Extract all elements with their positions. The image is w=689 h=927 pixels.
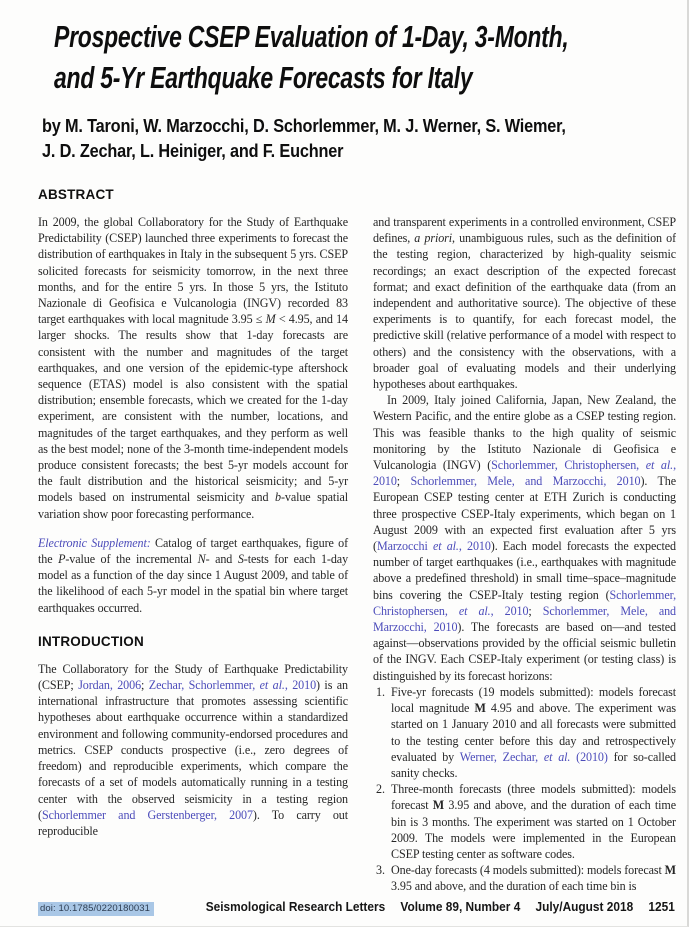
citation-link[interactable]: Schorlemmer, Mele, and Marzocchi, 2010 [373, 603, 676, 635]
text-run: M [474, 701, 486, 716]
text-run: M [265, 312, 276, 327]
text-run: for so-called sanity checks. [391, 749, 676, 780]
citation-link[interactable]: et al. [432, 539, 459, 554]
text-run: S [237, 552, 244, 567]
text-run: 3.95 and above, and the duration of each time bin is 3 months. The experiment was started on 1 October 2009. The models were implemented in the European CSEP testing center as software codes. [391, 798, 676, 861]
citation-link[interactable]: Electronic Supplement: [38, 535, 151, 550]
list-item-text [391, 781, 676, 862]
left-column [38, 187, 348, 899]
citation-link[interactable]: Schorlemmer and Gerstenberger, 2007 [41, 807, 253, 822]
citation-link[interactable]: , 2010 [284, 678, 317, 693]
volume-info: Volume 89, Number 4 [400, 900, 521, 914]
doi-label[interactable]: doi: 10.1785/0220180031 [38, 902, 154, 916]
abstract-paragraph [38, 214, 348, 522]
list-item [373, 781, 676, 862]
list-item [373, 862, 676, 894]
citation-link[interactable]: Marzocchi [376, 539, 433, 554]
list-item-text [391, 862, 676, 894]
text-run: -tests for each 1-day model as a function of the day since 1 August 2009, and table of the likelihood of each 5-yr model in the spatial bin where target earthquakes occurred. [38, 552, 349, 615]
text-run: ; [396, 474, 411, 489]
list-item-number: 3. [376, 863, 385, 878]
forecast-horizons-list [373, 684, 676, 895]
text-run: ). To carry out reproducible [38, 807, 348, 838]
page-number: 1251 [648, 900, 675, 914]
list-item [373, 684, 676, 781]
text-run: Five-yr forecasts (19 models submitted): models forecast local magnitude [391, 684, 676, 716]
text-run: M [432, 798, 445, 813]
text-run: -value spatial variation show poor forecasting performance. [38, 490, 348, 521]
citation-link[interactable]: (2010) [570, 749, 608, 764]
citation-link[interactable]: Schorlemmer, Christophersen, [373, 587, 676, 618]
text-run: and transparent experiments in a controlled environment, CSEP defines, [373, 215, 676, 246]
text-run: In 2009, Italy joined California, Japan, New Zealand, the Western Pacific, and the entire globe as a CSEP testing region. This was feasible thanks to the high quality of seismic monitoring by the Istituto Nazionale di Geofisica e Vulcanologia (INGV) ( [373, 393, 676, 473]
text-run: 4.95 and above. The experiment was started on 1 January 2010 and all forecasts were submitted to the testing center before this day and retrospectively evaluated by [391, 701, 676, 764]
two-column-body [38, 187, 676, 899]
citation-link[interactable]: , 2010 [458, 539, 491, 554]
citation-link[interactable]: Schorlemmer, Mele, and Marzocchi, 2010 [410, 474, 641, 489]
text-run: -value of the incremental [65, 552, 198, 567]
article-header [38, 16, 676, 163]
citation-link[interactable]: et al. [543, 749, 571, 764]
text-run: , unambiguous rules, such as the definition of the testing region, characterized by high-quality seismic recordings; an exact description of the expected forecast format; and exact definition of the earthquake data (from an independent and authoritative source). The objective of these experiments is to quantify, for each forecast model, the predictive skill (relative performance of a model with respect to others) and the consistency with the observations, with a broader goal of evaluating models and their underlying hypotheses about earthquakes. [373, 231, 676, 392]
byline-line: by M. Taroni, W. Marzocchi, D. Schorlemmer, M. J. Werner, S. Wiemer, [42, 115, 566, 136]
list-item-text [391, 684, 676, 781]
citation-link[interactable]: et al. [259, 678, 285, 693]
abstract-heading: ABSTRACT [38, 187, 114, 202]
text-run: b [275, 490, 281, 505]
body-paragraph [373, 214, 676, 392]
text-run: ; [141, 678, 149, 693]
citation-link[interactable]: Werner, Zechar, [459, 749, 544, 764]
byline [42, 113, 676, 163]
body-paragraph [373, 392, 676, 684]
text-run: ). The forecasts are based on—and tested against—observations provided by the official seismic bulletin of the INGV. Each CSEP-Italy experiment (or testing class) is distinguished by its forecast horizons: [373, 620, 676, 683]
text-run: < 4.95, and 14 larger shocks. The results show that 1-day forecasts are consistent with the number and magnitudes of the target earthquakes, and one version of the epidemic-type aftershock sequence (ETAS) model is also consistent with the spatial distribution; ensemble forecasts, which we created for the 1-day experiment, are consistent with the number, locations, and magnitudes of the target earthquakes, and they perform as well as the best model; none of the 3-month time-independent models produce consistent forecasts; the best 5-yr models account for the fault distribution and the historical seismicity; and 5-yr models based on instrumental seismicity and [38, 312, 348, 505]
byline-line: J. D. Zechar, L. Heiniger, and F. Euchner [42, 140, 344, 161]
title-line: Prospective CSEP Evaluation of 1-Day, 3-Month, [54, 19, 569, 54]
article-title [54, 16, 676, 98]
citation-link[interactable]: Zechar, Schorlemmer, [148, 678, 260, 693]
journal-name: Seismological Research Letters [205, 900, 386, 914]
text-run: ). The European CSEP testing center at ETH Zurich is conducting three prospective CSEP-Italy experiments, which began on 1 August 2009 with an expected first evaluation after 5 yrs ( [373, 474, 676, 554]
text-run: M [664, 863, 676, 878]
list-item-number: 2. [376, 782, 385, 797]
citation-link[interactable]: et al. [645, 458, 674, 473]
list-item-number: 1. [376, 684, 385, 699]
text-run: - and [205, 552, 238, 567]
text-run: Catalog of target earthquakes, figure of the [38, 535, 348, 567]
text-run: Three-month forecasts (three models submitted): models forecast [391, 782, 676, 813]
text-run: ). Each model forecasts the expected number of target earthquakes (i.e., earthquakes with magnitude above a predefined threshold) in small time–space–magnitude bins covering the CSEP-Italy testing region ( [373, 539, 676, 602]
text-run: The Collaboratory for the Study of Earthquake Predictability (CSEP; [38, 661, 348, 693]
introduction-paragraph [38, 661, 348, 839]
citation-link[interactable]: Schorlemmer, Christophersen, [491, 458, 646, 473]
text-run: One-day forecasts (4 models submitted): models forecast [391, 863, 665, 878]
citation-link[interactable]: et al. [458, 603, 491, 618]
electronic-supplement-paragraph [38, 535, 348, 616]
text-run: ) is an international infrastructure that promotes assessing scientific hypotheses about earthquake occurrence within a standardized environment and following community-endorsed procedures and metrics. CSEP conducts prospective (i.e., zero degrees of freedom) and reproducible experiments, which compare the forecasts of a set of models automatically running in a testing center with the observed seismicity in a testing region ( [38, 678, 348, 822]
page-footer [38, 900, 675, 916]
introduction-heading: INTRODUCTION [38, 633, 144, 649]
text-run: P [58, 552, 66, 567]
text-run: a priori [414, 231, 453, 246]
text-run: ; [528, 603, 543, 618]
issue-date: July/August 2018 [535, 900, 634, 914]
text-run: N [197, 552, 206, 567]
journal-info [206, 900, 675, 914]
right-column [373, 187, 676, 899]
text-run: In 2009, the global Collaboratory for the Study of Earthquake Predictability (CSEP) launched three experiments to forecast the distribution of earthquakes in Italy in the subsequent 5 yrs. CSEP solicited forecasts for seismicity tomorrow, in the next three months, and for the entire 5 yrs. In those 5 yrs, the Istituto Nazionale di Geofisica e Vulcanologia (INGV) recorded 83 target earthquakes with local magnitude 3.95 ≤ [38, 215, 348, 327]
text-run: 3.95 and above, and the duration of each time bin is [391, 879, 637, 894]
citation-link[interactable]: , 2010 [373, 458, 676, 489]
title-line: and 5-Yr Earthquake Forecasts for Italy [54, 60, 473, 95]
citation-link[interactable]: Jordan, 2006 [78, 678, 142, 693]
citation-link[interactable]: , 2010 [490, 603, 529, 618]
